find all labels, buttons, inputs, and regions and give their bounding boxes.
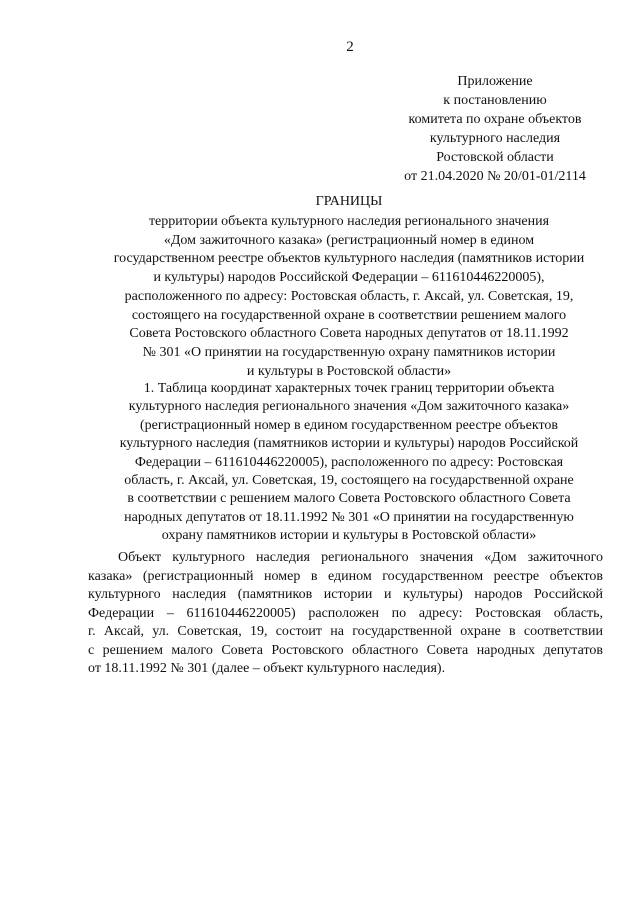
section-heading-line: охрану памятников истории и культуры в Ростовской области» [161, 528, 537, 544]
body-paragraph [88, 549, 603, 679]
paragraph-line: с решением малого Совета Ростовского областного Совета народных депутатов [88, 642, 603, 658]
page-number: 2 [346, 39, 354, 55]
subtitle-line: «Дом зажиточного казака» (регистрационный номер в едином [163, 232, 535, 248]
section-heading-line: культурного наследия регионального значения «Дом зажиточного казака» [128, 399, 570, 415]
subtitle-line: и культуры) народов Российской Федерации – 611610446220005), [153, 270, 545, 286]
appendix-line: культурного наследия [429, 131, 561, 146]
appendix-line: комитета по охране объектов [408, 112, 582, 127]
paragraph-line: казака» (регистрационный номер в едином государственном реестре объектов [88, 568, 603, 584]
subtitle-line: и культуры в Ростовской области» [246, 363, 452, 379]
subtitle-line: государственном реестре объектов культурного наследия (памятников истории [113, 251, 585, 267]
paragraph-line: культурного наследия (памятников истории и культуры) народов Российской [88, 587, 603, 602]
subtitle-line: Совета Ростовского областного Совета народных депутатов от 18.11.1992 [129, 326, 569, 342]
paragraph-line: Объект культурного наследия регионального значения «Дом зажиточного [118, 550, 603, 565]
section-heading-line: культурного наследия (памятников истории и культуры) народов Российской [119, 436, 579, 452]
section-heading [88, 380, 610, 546]
appendix-line: Приложение [457, 74, 533, 89]
appendix-block [380, 72, 610, 186]
subtitle-line: расположенного по адресу: Ростовская область, г. Аксай, ул. Советская, 19, [124, 288, 574, 304]
paragraph-line: Федерации – 611610446220005) расположен по адресу: Ростовская область, [88, 605, 603, 621]
document-subtitle [88, 213, 610, 381]
paragraph-line: от 18.11.1992 № 301 (далее – объект культурного наследия). [88, 661, 446, 676]
document-title: ГРАНИЦЫ [315, 194, 383, 209]
subtitle-line: состоящего на государственной охране в соответствии решением малого [131, 307, 567, 323]
appendix-line: к постановлению [443, 93, 547, 108]
subtitle-line: территории объекта культурного наследия регионального значения [148, 214, 550, 229]
section-heading-line: в соответствии с решением малого Совета Ростовского областного Совета [127, 491, 571, 507]
section-heading-line: 1. Таблица координат характерных точек границ территории объекта [143, 381, 555, 396]
section-heading-line: народных депутатов от 18.11.1992 № 301 «О принятии на государственную [124, 509, 574, 525]
appendix-line: Ростовской области [436, 150, 554, 165]
subtitle-line: № 301 «О принятии на государственную охрану памятников истории [142, 344, 556, 360]
paragraph-line: г. Аксай, ул. Советская, 19, состоит на государственной охране в соответствии [88, 624, 603, 639]
appendix-line: от 21.04.2020 № 20/01-01/2114 [404, 169, 586, 184]
section-heading-line: область, г. Аксай, ул. Советская, 19, состоящего на государственной охране [124, 473, 574, 489]
section-heading-line: Федерации – 611610446220005), расположенного по адресу: Ростовская [134, 454, 564, 470]
section-heading-line: (регистрационный номер в едином государственном реестре объектов [139, 417, 559, 433]
